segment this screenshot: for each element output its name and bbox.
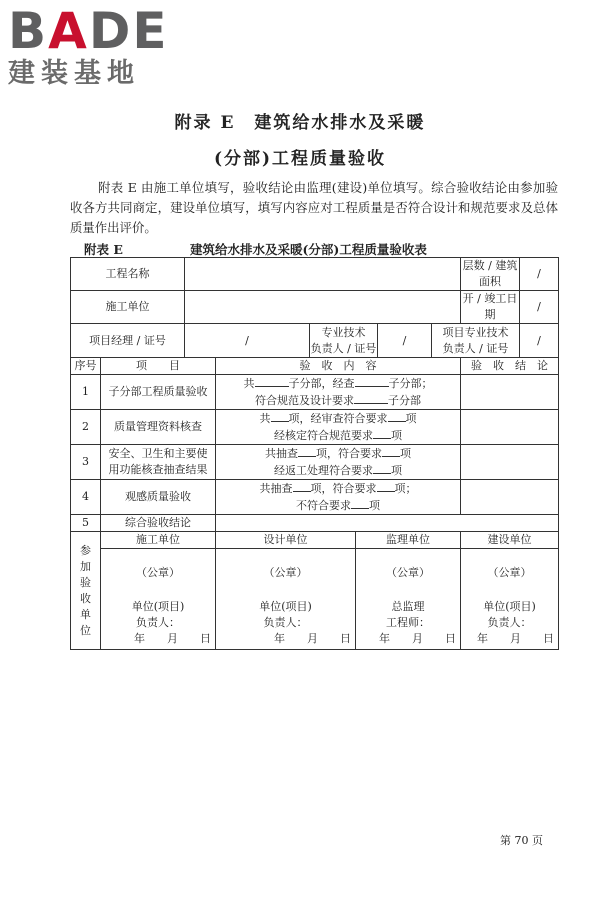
table-row (71, 549, 559, 650)
signature-block[interactable]: （公章） 单位(项目) 负责人： 年 月 日 (461, 549, 559, 650)
project-name-label: 工程名称 (71, 258, 185, 291)
row-item: 综合验收结论 (101, 515, 216, 532)
signature-block[interactable]: （公章） 单位(项目) 负责人： 年 月 日 (216, 549, 356, 650)
pm-cert-label: 项目经理 / 证号 (71, 324, 185, 358)
acceptance-table (70, 257, 559, 650)
start-end-date-label: 开 / 竣工日期 (461, 291, 520, 324)
unit-name: 建设单位 (461, 532, 559, 549)
unit-name: 监理单位 (356, 532, 461, 549)
row-no: 2 (71, 410, 101, 445)
participants-label: 参 加 验 收 单 位 (71, 532, 101, 650)
table-row (71, 532, 559, 549)
tech-head-value[interactable]: / (378, 324, 432, 358)
table-row (71, 375, 559, 410)
table-row (71, 445, 559, 480)
table-header-row (71, 358, 559, 375)
start-end-date-value[interactable]: / (520, 291, 559, 324)
tech-head-label: 专业技术 负责人 / 证号 (310, 324, 378, 358)
table-row (71, 258, 559, 291)
row-no: 1 (71, 375, 101, 410)
pm-cert-value[interactable]: / (185, 324, 310, 358)
table-row (71, 291, 559, 324)
row-item: 质量管理资料核查 (101, 410, 216, 445)
logo-subtitle: 建装基地 (8, 58, 140, 89)
col-conclusion-header: 验 收 结 论 (461, 358, 559, 375)
doc-title-line1: 附录 E 建筑给水排水及采暖 (174, 113, 426, 133)
contractor-value[interactable] (185, 291, 461, 324)
row-content: 共抽查 项，符合要求 项 经返工处理符合要求 项 (216, 445, 461, 480)
signature-block[interactable]: （公章） 总监理 工程师： 年 月 日 (356, 549, 461, 650)
logo-wordmark: BADE (8, 2, 169, 60)
row-no: 3 (71, 445, 101, 480)
overall-conclusion-value[interactable] (216, 515, 559, 532)
table-row (71, 515, 559, 532)
col-item-header: 项 目 (101, 358, 216, 375)
table-row (71, 324, 559, 358)
signature-block[interactable]: （公章） 单位(项目) 负责人： 年 月 日 (101, 549, 216, 650)
proj-tech-value[interactable]: / (520, 324, 559, 358)
table-row (71, 410, 559, 445)
col-no-header: 序号 (71, 358, 101, 375)
row-item: 安全、卫生和主要使 用功能核查抽查结果 (101, 445, 216, 480)
row-conclusion[interactable] (461, 375, 559, 410)
row-no: 5 (71, 515, 101, 532)
unit-name: 设计单位 (216, 532, 356, 549)
project-name-value[interactable] (185, 258, 461, 291)
doc-title-line2: (分部)工程质量验收 (213, 149, 387, 169)
unit-name: 施工单位 (101, 532, 216, 549)
row-item: 观感质量验收 (101, 480, 216, 515)
contractor-label: 施工单位 (71, 291, 185, 324)
row-conclusion[interactable] (461, 410, 559, 445)
logo (8, 2, 169, 90)
table-title: 建筑给水排水及采暖(分部)工程质量验收表 (190, 242, 427, 257)
intro-paragraph: 附表 E 由施工单位填写，验收结论由监理(建设)单位填写。综合验收结论由参加验收各方共同商定，建设单位填写，填写内容应对工程质量是否符合设计和规范要求及总体质量作出评价。 (70, 180, 558, 235)
row-content: 共抽查 项，符合要求 项； 不符合要求 项 (216, 480, 461, 515)
row-conclusion[interactable] (461, 480, 559, 515)
row-content: 共 子分部，经查 子分部； 符合规范及设计要求 子分部 (216, 375, 461, 410)
row-conclusion[interactable] (461, 445, 559, 480)
row-item: 子分部工程质量验收 (101, 375, 216, 410)
floors-area-label: 层数 / 建筑面积 (461, 258, 520, 291)
page-number: 第 70 页 (500, 834, 543, 847)
row-content: 共 项，经审查符合要求 项 经核定符合规范要求 项 (216, 410, 461, 445)
floors-area-value[interactable]: / (520, 258, 559, 291)
proj-tech-label: 项目专业技术 负责人 / 证号 (432, 324, 520, 358)
row-no: 4 (71, 480, 101, 515)
col-content-header: 验 收 内 容 (216, 358, 461, 375)
table-row (71, 480, 559, 515)
table-label: 附表 E (84, 242, 123, 257)
